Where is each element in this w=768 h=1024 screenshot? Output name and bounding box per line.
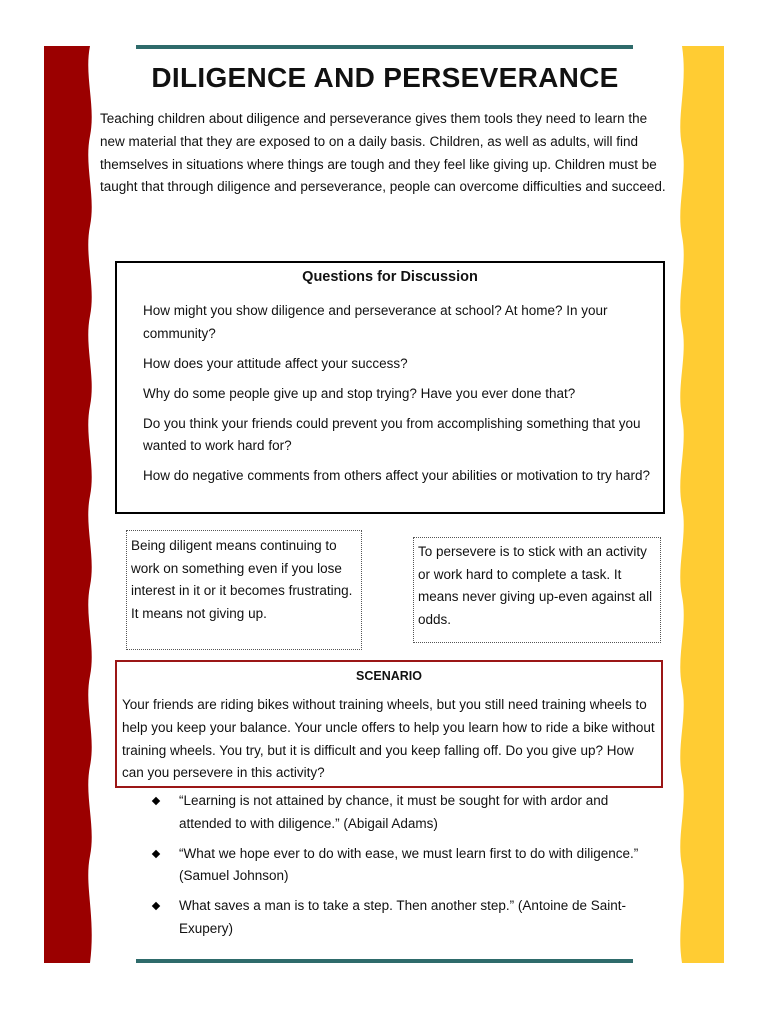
quote-item xyxy=(150,895,650,941)
intro-paragraph: Teaching children about diligence and perseverance gives them tools they need to learn the new material that they are exposed to on a daily basis. Children, as well as adults, will find themselves in situations where things are tough and they feel like giving up. Children must be taught that through diligence and perseverance, people can overcome difficulties and succeed. xyxy=(100,111,666,195)
question-item: Why do some people give up and stop trying? Have you ever done that? xyxy=(143,385,576,401)
questions-list xyxy=(143,300,660,495)
questions-title: Questions for Discussion xyxy=(302,269,478,285)
questions-box xyxy=(115,261,665,514)
quotes-list xyxy=(150,790,650,948)
scenario-title: SCENARIO xyxy=(356,669,422,683)
question-item: How might you show diligence and perseverance at school? At home? In your community? xyxy=(143,303,608,341)
quote-item xyxy=(150,843,650,889)
question-item: How does your attitude affect your success? xyxy=(143,355,408,371)
scenario-box xyxy=(115,660,663,788)
scenario-text: Your friends are riding bikes without training wheels, but you still need training wheels to help you keep your balance. Your uncle offers to help you learn how to ride a bike without training wheels. You try, but it is difficult and you keep falling off. Do you give up? How can you persevere in this activity? xyxy=(122,697,655,781)
top-rule xyxy=(136,45,633,49)
quote-text: “Learning is not attained by chance, it must be sought for with ardor and attended to with diligence.” (Abigail Adams) xyxy=(179,793,609,831)
persevere-definition-box: To persevere is to stick with an activity or work hard to complete a task. It means never giving up-even against all odds. xyxy=(413,537,661,643)
question-item: How do negative comments from others affect your abilities or motivation to try hard? xyxy=(143,468,650,483)
left-decorative-band xyxy=(44,46,94,963)
diamond-bullet-icon xyxy=(152,797,160,805)
diligent-definition-box: Being diligent means continuing to work on something even if you lose interest in it or it becomes frustrating. It means not giving up. xyxy=(126,530,362,650)
right-decorative-band xyxy=(676,46,724,963)
page-title: DILIGENCE AND PERSEVERANCE xyxy=(151,62,619,93)
quote-text: What saves a man is to take a step. Then another step.” (Antoine de Saint-Exupery) xyxy=(179,898,626,936)
quote-text: “What we hope ever to do with ease, we must learn first to do with diligence.” (Samuel Johnson) xyxy=(179,845,639,884)
quote-item xyxy=(150,790,650,836)
bottom-rule xyxy=(136,959,633,963)
question-item: Do you think your friends could prevent you from accomplishing something that you wanted to work hard for? xyxy=(143,415,641,453)
diamond-bullet-icon xyxy=(152,902,160,910)
diamond-bullet-icon xyxy=(152,849,160,857)
